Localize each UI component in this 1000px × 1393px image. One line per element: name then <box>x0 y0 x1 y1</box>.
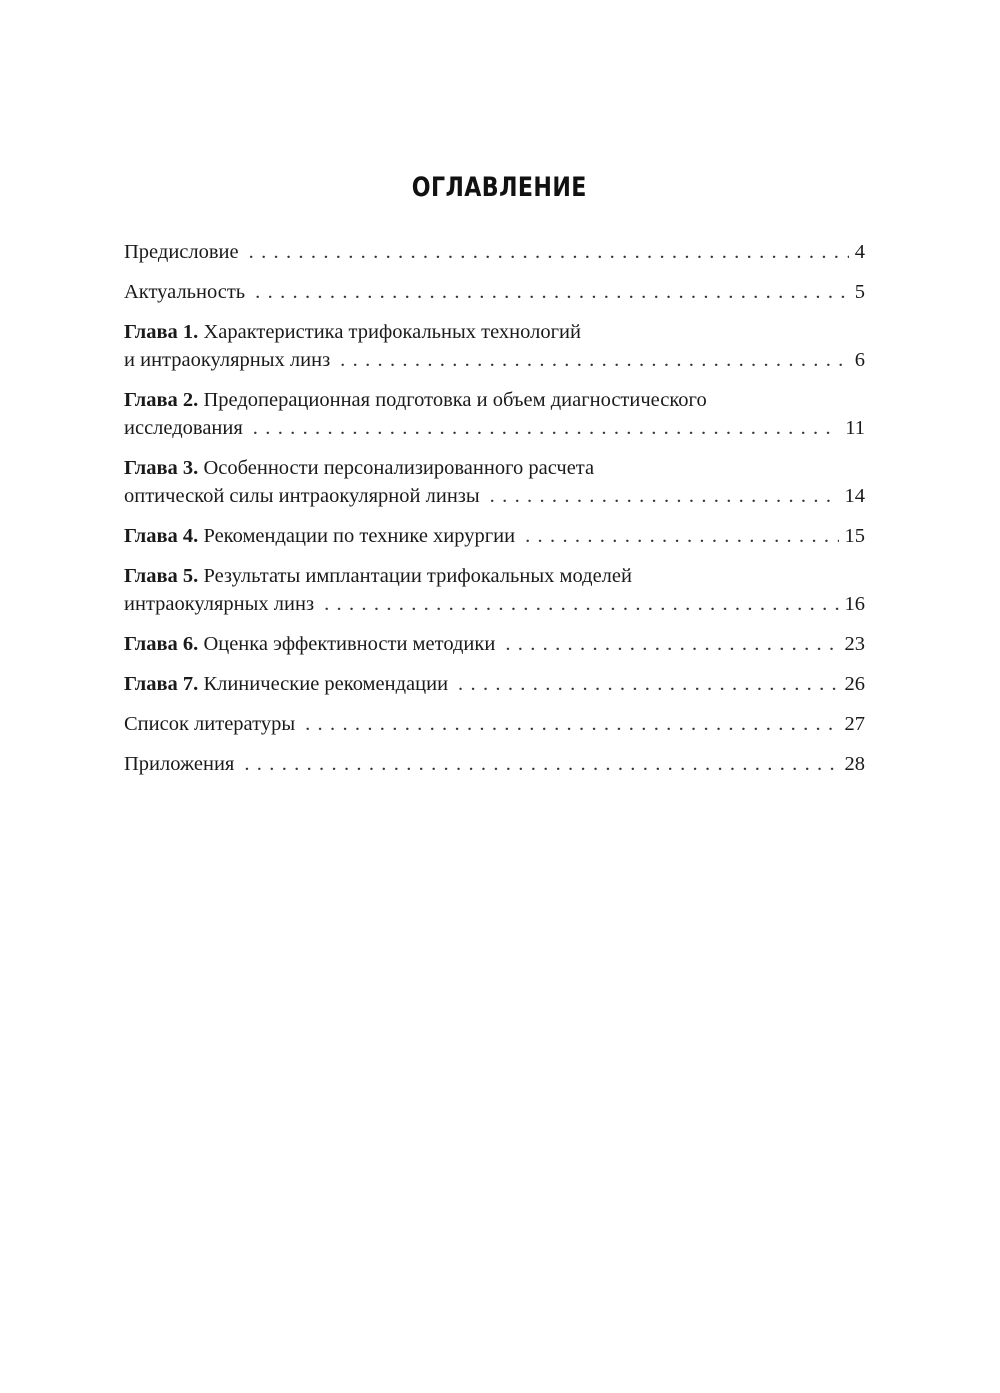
page-number: 28 <box>844 753 865 775</box>
dot-leader <box>249 238 849 266</box>
page-number: 11 <box>845 417 865 439</box>
toc-entry-title: Особенности персонализированного расчета <box>203 457 595 479</box>
toc-heading: ОГЛАВЛЕНИЕ <box>411 172 587 203</box>
toc-entry-line <box>124 278 865 306</box>
toc-entry[interactable] <box>124 522 865 550</box>
page-number: 14 <box>844 485 865 507</box>
toc-entry[interactable] <box>124 238 865 266</box>
toc-entry[interactable] <box>124 562 865 618</box>
dot-leader <box>253 414 839 442</box>
dot-leader <box>255 278 849 306</box>
toc-entry-line <box>124 670 865 698</box>
chapter-number: Глава 6. <box>124 633 199 655</box>
toc-entry-title: Предоперационная подготовка и объем диагностического <box>203 389 707 411</box>
dot-leader <box>324 590 838 618</box>
toc-entry-line <box>124 482 865 510</box>
toc-entry-line <box>124 590 865 618</box>
chapter-number: Глава 5. <box>124 565 199 587</box>
page-number: 26 <box>844 673 865 695</box>
toc-entry-title: Клинические рекомендации <box>203 673 449 695</box>
dot-leader <box>244 750 838 778</box>
dot-leader <box>505 630 838 658</box>
page-number: 23 <box>844 633 865 655</box>
page-number: 15 <box>844 525 865 547</box>
page-number: 4 <box>854 241 865 263</box>
toc-entry[interactable] <box>124 318 865 374</box>
toc-entry-line <box>124 630 865 658</box>
toc-entry-line <box>124 522 865 550</box>
toc-entry-title: Список литературы <box>124 713 296 735</box>
toc-entry-title: и интраокулярных линз <box>124 349 331 371</box>
toc-list <box>124 238 865 790</box>
toc-entry-title: исследования <box>124 417 243 439</box>
toc-entry-line <box>124 710 865 738</box>
toc-entry-line <box>124 414 865 442</box>
dot-leader <box>458 670 838 698</box>
toc-entry-line <box>124 346 865 374</box>
toc-entry-title: Результаты имплантации трифокальных моделей <box>203 565 632 587</box>
toc-entry-line <box>124 386 865 414</box>
toc-entry-title: Характеристика трифокальных технологий <box>203 321 581 343</box>
toc-entry-line <box>124 454 865 482</box>
toc-entry-line <box>124 750 865 778</box>
toc-entry-line <box>124 318 865 346</box>
dot-leader <box>305 710 838 738</box>
toc-entry-title: оптической силы интраокулярной линзы <box>124 485 480 507</box>
toc-entry[interactable] <box>124 278 865 306</box>
page-number: 5 <box>854 281 865 303</box>
toc-entry-line <box>124 238 865 266</box>
page-number: 6 <box>854 349 865 371</box>
toc-entry-title: Рекомендации по технике хирургии <box>203 525 516 547</box>
toc-entry[interactable] <box>124 386 865 442</box>
chapter-number: Глава 7. <box>124 673 199 695</box>
toc-entry-title: Актуальность <box>124 281 246 303</box>
page-number: 16 <box>844 593 865 615</box>
dot-leader <box>490 482 839 510</box>
page-number: 27 <box>844 713 865 735</box>
dot-leader <box>340 346 849 374</box>
toc-entry-title: интраокулярных линз <box>124 593 315 615</box>
chapter-number: Глава 1. <box>124 321 199 343</box>
toc-entry[interactable] <box>124 710 865 738</box>
chapter-number: Глава 4. <box>124 525 199 547</box>
toc-entry[interactable] <box>124 750 865 778</box>
toc-entry[interactable] <box>124 454 865 510</box>
toc-entry[interactable] <box>124 630 865 658</box>
toc-entry-title: Предисловие <box>124 241 239 263</box>
toc-entry[interactable] <box>124 670 865 698</box>
toc-entry-title: Оценка эффективности методики <box>203 633 496 655</box>
toc-entry-title: Приложения <box>124 753 235 775</box>
toc-entry-line <box>124 562 865 590</box>
chapter-number: Глава 3. <box>124 457 199 479</box>
dot-leader <box>525 522 838 550</box>
chapter-number: Глава 2. <box>124 389 199 411</box>
